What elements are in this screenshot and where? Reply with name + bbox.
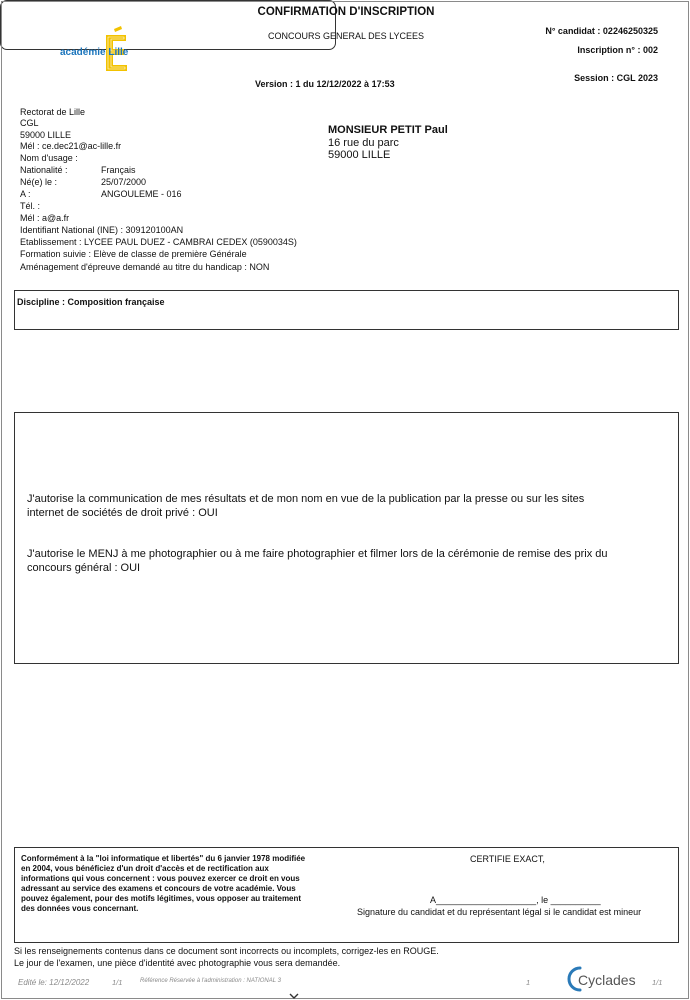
candidate-number: N° candidat : 02246250325	[545, 26, 658, 36]
photo-authorization-line1: J'autorise le MENJ à me photographier ou à me faire photographier et filmer lors de la cérémonie de remise des prix du	[27, 548, 608, 560]
legal-line: adressant au service des examens et concours de votre académie. Vous	[21, 884, 296, 893]
document-title: CONFIRMATION D'INSCRIPTION	[257, 6, 435, 18]
legal-line: Conformément à la "loi informatique et libertés" du 6 janvier 1978 modifiée	[21, 854, 306, 863]
footer-page-right: 1/1	[652, 978, 663, 987]
sender-line: CGL	[20, 118, 39, 128]
press-authorization-line2: internet de sociétés de droit privé : OUI	[27, 507, 218, 519]
sender-line: Rectorat de Lille	[20, 107, 86, 117]
recipient-name: MONSIEUR PETIT Paul	[328, 124, 448, 136]
legal-line: en 2004, vous bénéficiez d'un droit d'accès et de rectification aux	[21, 864, 269, 873]
legal-line: informations qui vous concernent : vous pouvez exercer ce droit en vous	[21, 874, 300, 883]
nationality-value: Français	[101, 165, 136, 175]
recipient-city: 59000 LILLE	[328, 149, 391, 161]
id-notice: Le jour de l'examen, une pièce d'identité avec photographie vous sera demandée.	[14, 958, 341, 968]
logo-text-academie: académie Lille	[60, 47, 129, 58]
discipline-box	[14, 290, 679, 330]
nationality-label: Nationalité :	[20, 165, 68, 175]
candidate-email: Mél : a@a.fr	[20, 213, 70, 223]
photo-authorization-line2: concours général : OUI	[27, 562, 141, 574]
usage-name-label: Nom d'usage :	[20, 153, 78, 163]
sender-line: 59000 LILLE	[20, 130, 72, 140]
footer-page-mid: 1	[526, 978, 531, 987]
authorization-box	[14, 412, 679, 664]
cyclades-brand-text: Cyclades	[578, 972, 636, 988]
place-date-line: A____________________, le __________	[430, 895, 601, 905]
handicap-line: Aménagement d'épreuve demandé au titre du handicap : NON	[20, 262, 270, 272]
birthplace-label: A :	[20, 189, 31, 199]
correction-note: Si les renseignements contenus dans ce document sont incorrects ou incomplets, corrigez-les en ROUGE.	[14, 946, 439, 956]
nationality-row	[20, 165, 136, 175]
certification-title: CERTIFIE EXACT,	[470, 854, 545, 864]
school-line: Etablissement : LYCEE PAUL DUEZ - CAMBRAI CEDEX (0590034S)	[20, 237, 297, 247]
version-line: Version : 1 du 12/12/2022 à 17:53	[255, 79, 395, 89]
phone-label: Tél. :	[20, 201, 41, 211]
signature-line: Signature du candidat et du représentant légal si le candidat est mineur	[357, 907, 642, 917]
birthplace-value: ANGOULEME - 016	[101, 189, 182, 199]
chevron-down-icon	[289, 993, 299, 999]
birth-label: Né(e) le :	[20, 177, 58, 187]
session: Session : CGL 2023	[574, 73, 658, 83]
sender-email: Mél : ce.dec21@ac-lille.fr	[20, 141, 122, 151]
ine-line: Identifiant National (INE) : 309120100AN	[20, 225, 184, 235]
edited-date: Edité le: 12/12/2022	[18, 978, 90, 987]
discipline-label: Discipline : Composition française	[17, 297, 165, 307]
legal-line: pouvez également, pour des motifs légitimes, vous opposer au traitement	[21, 894, 302, 903]
document-subtitle: CONCOURS GENERAL DES LYCEES	[267, 31, 425, 41]
inscription-number: Inscription n° : 002	[577, 45, 658, 55]
press-authorization-line1: J'autorise la communication de mes résultats et de mon nom en vue de la publication par la presse ou sur les sites	[27, 493, 585, 505]
cyclades-logo	[566, 964, 666, 994]
footer-page-left: 1/1	[112, 978, 123, 987]
birth-value: 25/07/2000	[101, 177, 147, 187]
footer-reference: Référence Réservée à l'administration : NATIONAL 3	[140, 978, 281, 984]
press-authorization	[27, 492, 667, 520]
legal-line: des données vous concernant.	[21, 904, 139, 913]
photo-authorization	[27, 547, 667, 575]
birthplace-row	[20, 189, 182, 199]
training-line: Formation suivie : Elève de classe de première Générale	[20, 249, 247, 259]
legal-notice	[21, 854, 305, 914]
birth-row	[20, 177, 146, 187]
recipient-street: 16 rue du parc	[328, 137, 399, 149]
